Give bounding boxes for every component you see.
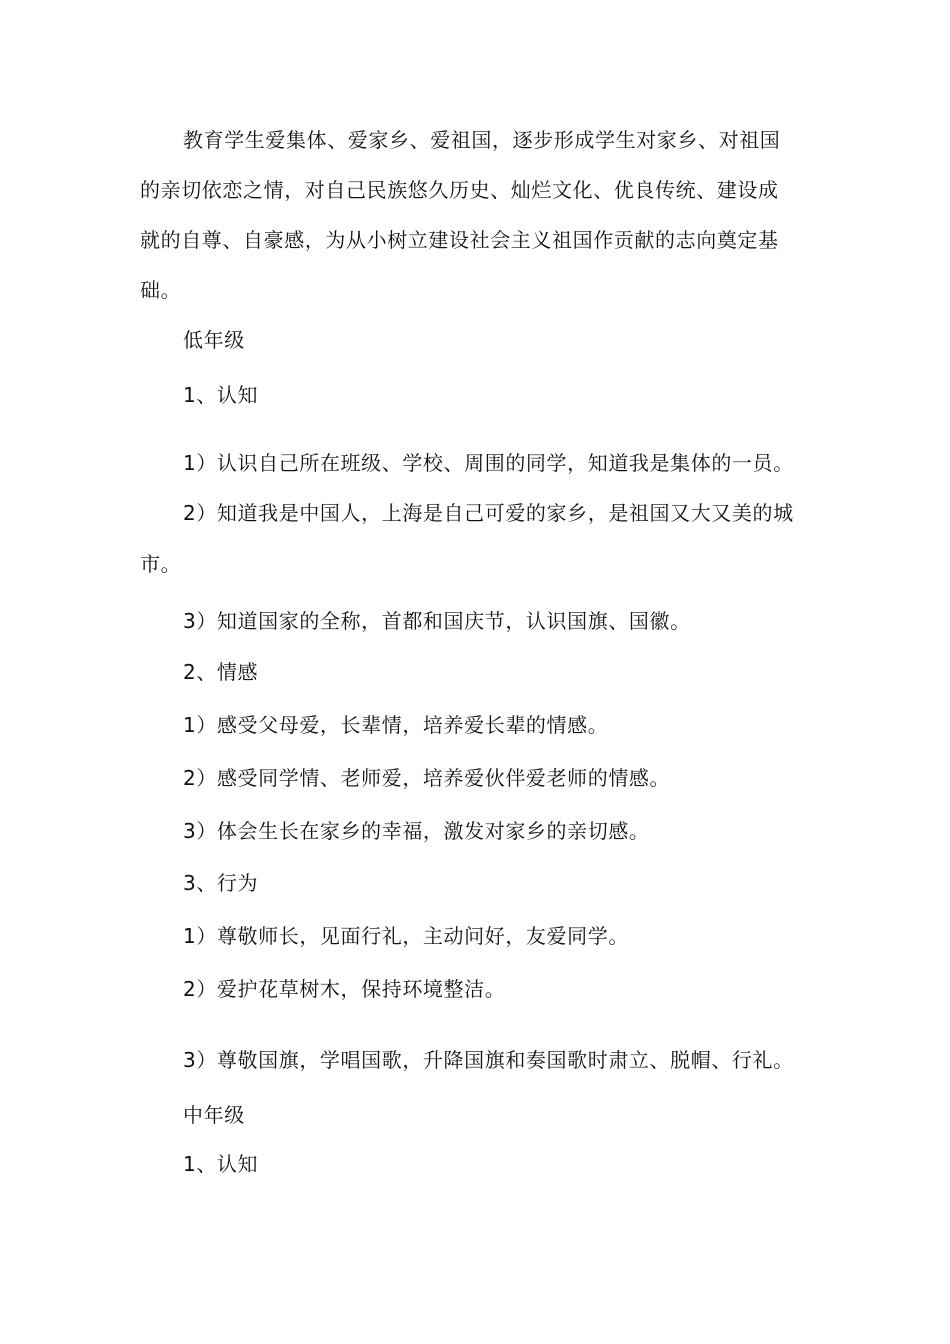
low-behavior-item-2: 2）爱护花草树木，保持环境整洁。 bbox=[183, 977, 506, 1001]
mid-cognition-heading: 1、认知 bbox=[183, 1152, 259, 1176]
low-emotion-heading: 2、情感 bbox=[183, 660, 259, 684]
low-cognition-item-3: 3）知道国家的全称，首都和国庆节，认识国旗、国徽。 bbox=[183, 609, 691, 633]
mid-grade-heading: 中年级 bbox=[183, 1103, 245, 1127]
low-emotion-item-3: 3）体会生长在家乡的幸福，激发对家乡的亲切感。 bbox=[183, 819, 650, 843]
low-cognition-item-1: 1）认识自己所在班级、学校、周围的同学，知道我是集体的一员。 bbox=[183, 451, 794, 475]
intro-line-3: 就的自尊、自豪感，为从小树立建设社会主义祖国作贡献的志向奠定基 bbox=[140, 228, 779, 252]
low-behavior-item-3: 3）尊敬国旗，学唱国歌，升降国旗和奏国歌时肃立、脱帽、行礼。 bbox=[183, 1048, 794, 1072]
intro-line-4: 础。 bbox=[140, 278, 182, 302]
low-cognition-item-2-line-1: 2）知道我是中国人，上海是自己可爱的家乡，是祖国又大又美的城 bbox=[183, 501, 794, 525]
low-grade-heading: 低年级 bbox=[183, 328, 245, 352]
intro-line-1: 教育学生爱集体、爱家乡、爱祖国，逐步形成学生对家乡、对祖国 bbox=[183, 128, 781, 152]
low-cognition-item-2-line-2: 市。 bbox=[140, 552, 182, 576]
low-cognition-heading: 1、认知 bbox=[183, 383, 259, 407]
low-emotion-item-1: 1）感受父母爱，长辈情，培养爱长辈的情感。 bbox=[183, 713, 609, 737]
low-behavior-item-1: 1）尊敬师长，见面行礼，主动问好，友爱同学。 bbox=[183, 924, 629, 948]
low-behavior-heading: 3、行为 bbox=[183, 871, 259, 895]
intro-line-2: 的亲切依恋之情，对自己民族悠久历史、灿烂文化、优良传统、建设成 bbox=[140, 178, 779, 202]
low-emotion-item-2: 2）感受同学情、老师爱，培养爱伙伴爱老师的情感。 bbox=[183, 766, 671, 790]
